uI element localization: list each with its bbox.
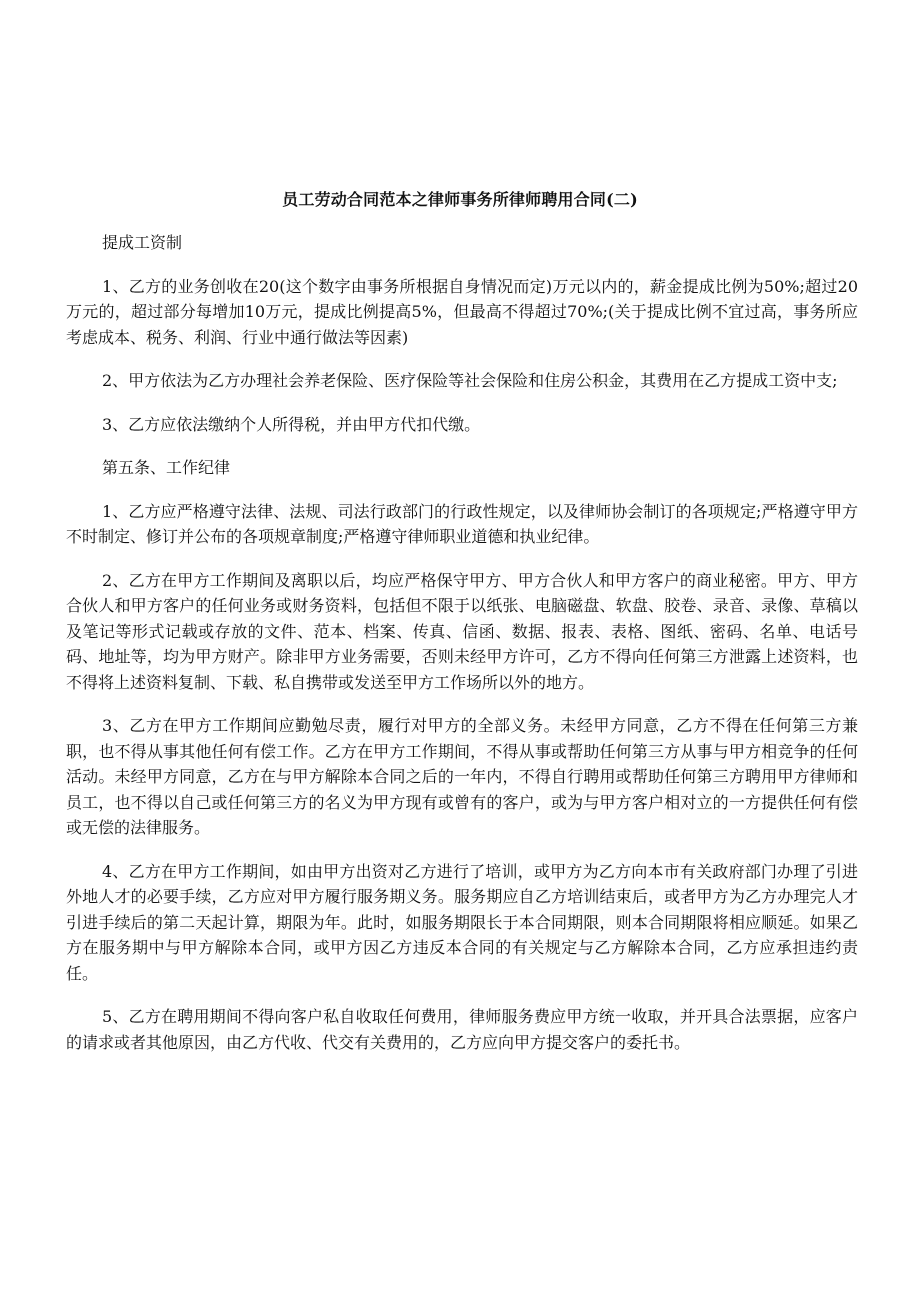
- paragraph: 3、乙方应依法缴纳个人所得税，并由甲方代扣代缴。: [102, 414, 481, 434]
- section-heading-article-5: 第五条、工作纪律: [102, 458, 231, 477]
- document-body: [66, 230, 858, 1073]
- document-title: 员工劳动合同范本之律师事务所律师聘用合同(二): [282, 190, 638, 209]
- paragraph: 4、乙方在甲方工作期间，如由甲方出资对乙方进行了培训，或甲方为乙方向本市有关政府部门办理了引进外地人才的必要手续，乙方应对甲方履行服务期义务。服务期应自乙方培训结束后，或者甲方为乙方办理完人才引进手续后的第二天起计算，期限为年。此时，如服务期限长于本合同期限，则本合同期限将相应顺延。如果乙方在服务期中与甲方解除本合同，或甲方因乙方违反本合同的有关规定与乙方解除本合同，乙方应承担违约责任。: [66, 861, 858, 983]
- section-heading-commission: 提成工资制: [102, 233, 183, 252]
- paragraph: 2、乙方在甲方工作期间及离职以后，均应严格保守甲方、甲方合伙人和甲方客户的商业秘密。甲方、甲方合伙人和甲方客户的任何业务或财务资料，包括但不限于以纸张、电脑磁盘、软盘、胶卷、录音、录像、草稿以及笔记等形式记载或存放的文件、范本、档案、传真、信函、数据、报表、表格、图纸、密码、名单、电话号码、地址等，均为甲方财产。除非甲方业务需要，否则未经甲方许可，乙方不得向任何第三方泄露上述资料，也不得将上述资料复制、下载、私自携带或发送至甲方工作场所以外的地方。: [66, 570, 858, 692]
- paragraph: 5、乙方在聘用期间不得向客户私自收取任何费用，律师服务费应甲方统一收取，并开具合法票据，应客户的请求或者其他原因，由乙方代收、代交有关费用的，乙方应向甲方提交客户的委托书。: [66, 1007, 858, 1052]
- paragraph: 1、乙方应严格遵守法律、法规、司法行政部门的行政性规定，以及律师协会制订的各项规定;严格遵守甲方不时制定、修订并公布的各项规章制度;严格遵守律师职业道德和执业纪律。: [66, 501, 858, 546]
- paragraph: 1、乙方的业务创收在20(这个数字由事务所根据自身情况而定)万元以内的，薪金提成比例为50%;超过20万元的，超过部分每增加10万元，提成比例提高5%，但最高不得超过70%;(关于提成比例不宜过高，事务所应考虑成本、税务、利润、行业中通行做法等因素): [66, 276, 858, 347]
- paragraph: 2、甲方依法为乙方办理社会养老保险、医疗保险等社会保险和住房公积金，其费用在乙方提成工资中支;: [102, 371, 838, 390]
- paragraph: 3、乙方在甲方工作期间应勤勉尽责，履行对甲方的全部义务。未经甲方同意，乙方不得在任何第三方兼职，也不得从事其他任何有偿工作。乙方在甲方工作期间，不得从事或帮助任何第三方从事与甲方相竞争的任何活动。未经甲方同意，乙方在与甲方解除本合同之后的一年内，不得自行聘用或帮助任何第三方聘用甲方律师和员工，也不得以自己或任何第三方的名义为甲方现有或曾有的客户，或为与甲方客户相对立的一方提供任何有偿或无偿的法律服务。: [66, 716, 858, 837]
